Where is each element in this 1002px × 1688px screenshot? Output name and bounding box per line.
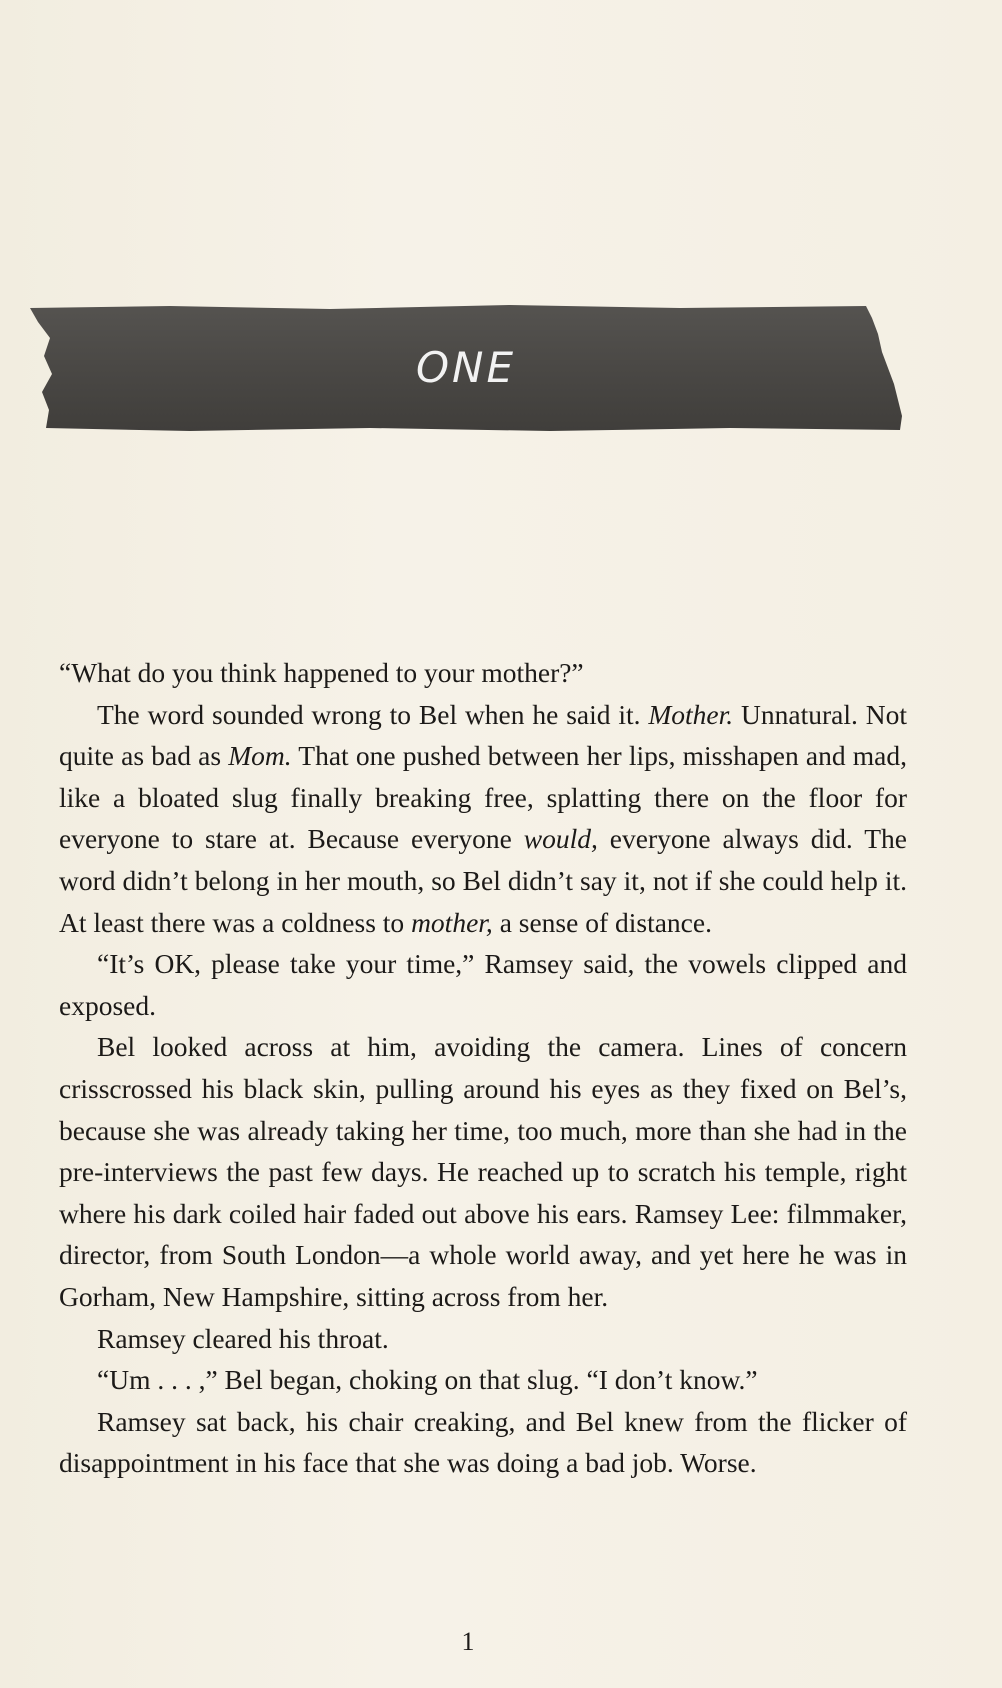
chapter-body-text bbox=[59, 652, 907, 1484]
text-segment: “Um . . . ,” Bel began, choking on that slug. “I don’t know.” bbox=[97, 1364, 758, 1396]
italic-text: would, bbox=[523, 823, 598, 855]
paragraph bbox=[59, 1401, 907, 1484]
text-segment: “What do you think happened to your mother?” bbox=[59, 657, 584, 688]
italic-text: mother, bbox=[411, 906, 493, 938]
text-segment: That one pushed between her lips, misshapen and mad, like a bloated slug finally breaking free, splatting there on the floor for everyone to stare at. Because everyone bbox=[59, 740, 907, 855]
page-number: 1 bbox=[461, 1627, 475, 1656]
paragraph bbox=[59, 1359, 907, 1401]
paragraph bbox=[59, 694, 907, 944]
text-segment: Bel looked across at him, avoiding the camera. Lines of concern crisscrossed his black skin, pulling around his eyes as they fixed on Bel’s, because she was already taking her time, too much, more than she had in the pre-interviews the past few days. He reached up to scratch his temple, right where his dark coiled hair faded out above his ears. Ramsey Lee: filmmaker, director, from South London—a whole world away, and yet here he was in Gorham, New Hampshire, sitting across from her. bbox=[59, 1031, 907, 1312]
paragraph bbox=[59, 1026, 907, 1317]
text-segment: The word sounded wrong to Bel when he said it. bbox=[97, 698, 649, 730]
text-segment: a sense of distance. bbox=[492, 906, 712, 938]
paragraph bbox=[59, 652, 907, 694]
chapter-title: ONE bbox=[415, 343, 516, 392]
italic-text: Mom. bbox=[228, 740, 292, 772]
italic-text: Mother. bbox=[648, 698, 734, 730]
text-segment: “It’s OK, please take your time,” Ramsey said, the vowels clipped and exposed. bbox=[59, 948, 907, 1021]
text-segment: everyone always did. The word didn’t belong in her mouth, so Bel didn’t say it, not if she could help it. At least there was a coldness to bbox=[59, 823, 907, 938]
chapter-banner bbox=[30, 304, 902, 432]
text-segment: Ramsey sat back, his chair creaking, and Bel knew from the flicker of disappointment in his face that she was doing a bad job. Worse. bbox=[59, 1405, 907, 1479]
paragraph bbox=[59, 1318, 907, 1360]
text-segment: Unnatural. Not quite as bad as bbox=[59, 698, 907, 772]
text-segment: Ramsey cleared his throat. bbox=[97, 1322, 389, 1354]
paragraph bbox=[59, 943, 907, 1026]
